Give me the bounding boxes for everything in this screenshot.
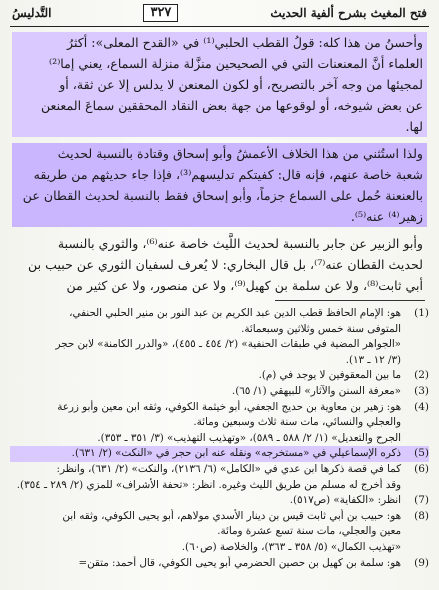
footnote-line: (٣/ ١٢ ـ ١٣). xyxy=(345,353,401,366)
text-line: شعبة خاصة عنهم، فإنه قال: كفيتكم تدليسهم⁽³⁾، فإذا جاء حديثهم من طريقه xyxy=(12,164,427,185)
footnote-number: (5) xyxy=(414,447,429,460)
footnote-4 xyxy=(10,400,429,447)
text-line: زهير⁽⁴⁾ عنه⁽⁵⁾. xyxy=(12,206,427,227)
text-line: العلماء أنَّ المعنعنات التي في الصحيحين منزَّلة منزلة السماع، يعني إما⁽²⁾ xyxy=(12,53,427,74)
footnote-line: انظر: «الكفاية» (ص٥١٧). xyxy=(289,494,401,507)
footnote-line: والعجلي والنسائي، مات سنة ثلاث وسبعين ومائة. xyxy=(193,416,401,429)
text-line: بالعنعنة حُمل على السماع جزماً، وأبو إسحاق فقط بالنسبة لحديث القطان عن xyxy=(12,185,427,206)
footnote-number: (4) xyxy=(414,400,429,413)
text-line: عن بعض شيوخه، أو لوقوعها من جهة بعض النقاد المحققين سماعَ المعنعن xyxy=(12,95,427,116)
footnote-6 xyxy=(10,462,429,493)
footnote-separator xyxy=(275,300,425,301)
book-title: فتح المغيث بشرح ألفية الحديث xyxy=(270,6,427,20)
footnote-line: هو: الإمام الحافظ قطب الدين عبد الكريم بن عبد النور بن منير الحلبي الحنفي، xyxy=(69,307,401,319)
text-line: وأحسنُ من هذا كله: قولُ القطب الحلبي⁽¹⁾ في «القدح المعلى»: أكثرُ xyxy=(12,32,427,53)
paragraph-3 xyxy=(12,233,427,296)
footnote-line: هو: سلمة بن كهيل بن حصين الحضرمي أبو يحيى الكوفي، قال أحمد: متقن= xyxy=(78,556,401,569)
footnote-line: معين والعجلي، مات سنة تسع عشرة ومائة. xyxy=(217,525,401,538)
footnote-line: هو: زهير بن معاوية بن حديج الجعفي، أبو خيثمة الكوفي، وثقه ابن معين وأبو زرعة xyxy=(57,400,401,413)
page-number: ٣٢٧ xyxy=(143,4,178,22)
footnote-line: «تهذيب الكمال» (٥/ ٣٥٨ ـ ٣٦٣)، والخلاصة (ص٦٠). xyxy=(181,540,401,553)
chapter-title: التَّدليسُ xyxy=(12,6,52,20)
footnote-3 xyxy=(10,384,429,400)
footnote-number: (6) xyxy=(414,462,429,475)
footnote-line: الجرح والتعديل» (١/ ٢/ ٥٨٨ ـ ٥٨٩)، «وتهذيب التهذيب» (٣/ ٣٥١ ـ ٣٥٣). xyxy=(97,431,401,444)
text-line: ولذا استُثني من هذا الخلاف الأعمشُ وأبو إسحاق وقتادة بالنسبة لحديث xyxy=(12,143,427,164)
footnotes xyxy=(10,306,429,571)
footnote-line: ذكره الإسماعيلي في «مستخرجه» ونقله عنه ابن حجر في «النكت» (٢/ ٦٣١). xyxy=(71,447,401,460)
footnote-line: «الجواهر المضية في طبقات الحنفية» (٢/ ٤٥٤ ـ ٤٥٥)، «والدرر الكامنة» لابن حجر xyxy=(55,338,401,351)
paragraph-1 xyxy=(12,32,427,137)
footnote-number: (3) xyxy=(414,384,429,397)
footnote-1 xyxy=(10,306,429,368)
footnote-8 xyxy=(10,509,429,556)
footnote-number: (7) xyxy=(414,494,429,507)
footnote-line: هو: حبيب بن أبي ثابت قيس بن دينار الأسدي مولاهم، أبو يحيى الكوفي، وثقه ابن xyxy=(62,509,401,522)
text-line: وأبو الزبير عن جابر بالنسبة لحديث اللَّيث خاصة عنه⁽⁶⁾، والثوري بالنسبة xyxy=(57,236,423,251)
page-header xyxy=(10,0,429,27)
text-line: لها. xyxy=(12,116,427,137)
footnote-5 xyxy=(10,446,429,462)
footnote-line: المتوفى سنة خمس وثلاثين وسبعمائة. xyxy=(241,322,401,335)
text-line: لحديث القطان عنه⁽⁷⁾، بل قال البخاري: لا يُعرف لسفيان الثوري عن حبيب بن xyxy=(28,257,423,272)
text-line: أبي ثابت⁽⁸⁾، ولا عن سلمة بن كهيل⁽⁹⁾، ولا عن منصور، ولا عن كثير من xyxy=(66,278,423,293)
footnote-line: وقد أخرج له مسلم من طريق الليث وغيره. انظر: «تحفة الأشراف» للمزي (٢/ ٢٨٩ ـ ٣٥٤). xyxy=(16,478,401,491)
main-text xyxy=(12,32,427,302)
footnote-7 xyxy=(10,493,429,509)
footnote-number: (2) xyxy=(414,369,429,382)
footnote-number: (9) xyxy=(414,556,429,569)
footnote-9 xyxy=(10,556,429,572)
footnote-number: (1) xyxy=(414,307,429,319)
footnote-line: ما بين المعقوفين لا يوجد في (م). xyxy=(258,369,401,382)
text-line: لمجيئها من وجه آخر بالتصريح، أو لكون المعنعن لا يدلس إلا عن ثقة، أو xyxy=(12,74,427,95)
footnote-line: كما في قصة ذكرها ابن عدي في «الكامل» (٦/ ٢١٣٦)، والنكت» (٢/ ٦٣١)، وانظر: xyxy=(56,462,401,475)
footnote-2 xyxy=(10,368,429,384)
footnote-line: «معرفة السنن والآثار» للبيهقي (١/ ٦٥). xyxy=(231,384,401,397)
footnote-number: (8) xyxy=(414,509,429,522)
paragraph-2 xyxy=(12,143,427,227)
